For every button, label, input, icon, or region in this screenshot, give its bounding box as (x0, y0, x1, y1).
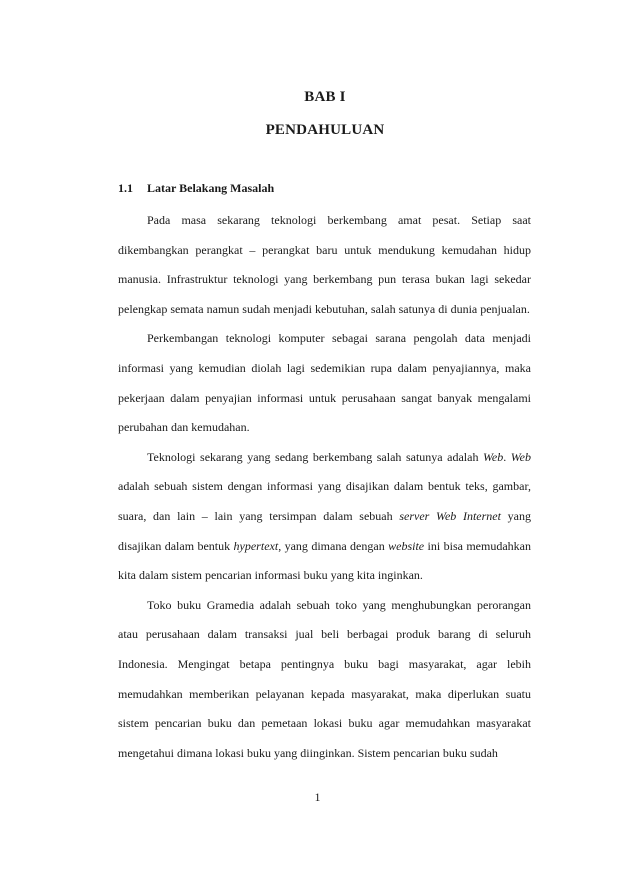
chapter-title: PENDAHULUAN (265, 122, 385, 138)
page-number: 1 (314, 790, 321, 804)
italic-term: website (388, 538, 425, 553)
text-run: adalah sebuah sistem dengan informasi yang disajikan dalam bentuk teks, gambar, suara, dan lain – lain yang tersimpan dalam sebuah (118, 479, 531, 523)
italic-term: Web (510, 449, 532, 464)
body-text (118, 206, 531, 768)
text-run: Teknologi sekarang yang sedang berkembang salah satunya adalah (147, 449, 483, 464)
italic-term: server Web Internet (399, 508, 501, 523)
chapter-number: BAB I (304, 89, 346, 105)
text-run: Toko buku Gramedia adalah sebuah toko yang menghubungkan perorangan atau perusahaan dalam transaksi jual beli berbagai produk barang di seluruh Indonesia. Mengingat betapa pentingnya buku bagi masyarakat, agar lebih memudahkan memberikan pelayanan kepada masyarakat, maka diperlukan suatu sistem pencarian buku dan pemetaan lokasi buku agar memudahkan masyarakat mengetahui dimana lokasi buku yang diinginkan. Sistem pencarian buku sudah (118, 597, 531, 760)
text-run: . (503, 449, 511, 464)
italic-term: Web (483, 449, 504, 464)
text-run: , yang dimana dengan (278, 538, 389, 553)
section-title: Latar Belakang Masalah (147, 181, 275, 195)
section-heading (118, 181, 274, 196)
paragraph (118, 443, 531, 591)
italic-term: hypertext (233, 538, 279, 553)
section-number: 1.1 (118, 181, 133, 195)
text-run: ini bisa memudahkan kita dalam sistem pencarian informasi buku yang kita inginkan. (118, 538, 531, 583)
text-run: Pada masa sekarang teknologi berkembang amat pesat. Setiap saat dikembangkan perangkat – perangkat baru untuk mendukung kemudahan hidup manusia. Infrastruktur teknologi yang berkembang pun terasa bukan lagi sekedar pelengkap semata namun sudah menjadi kebutuhan, salah satunya di dunia penjualan. (118, 213, 531, 316)
paragraph (118, 591, 531, 769)
paragraph (118, 324, 531, 442)
text-run: yang disajikan dalam bentuk (118, 508, 532, 553)
paragraph (118, 206, 531, 324)
text-run: Perkembangan teknologi komputer sebagai sarana pengolah data menjadi informasi yang kemudian diolah lagi sedemikian rupa dalam penyajiannya, maka pekerjaan dalam penyajian informasi untuk perusahaan sangat banyak mengalami perubahan dan kemudahan. (118, 331, 531, 435)
